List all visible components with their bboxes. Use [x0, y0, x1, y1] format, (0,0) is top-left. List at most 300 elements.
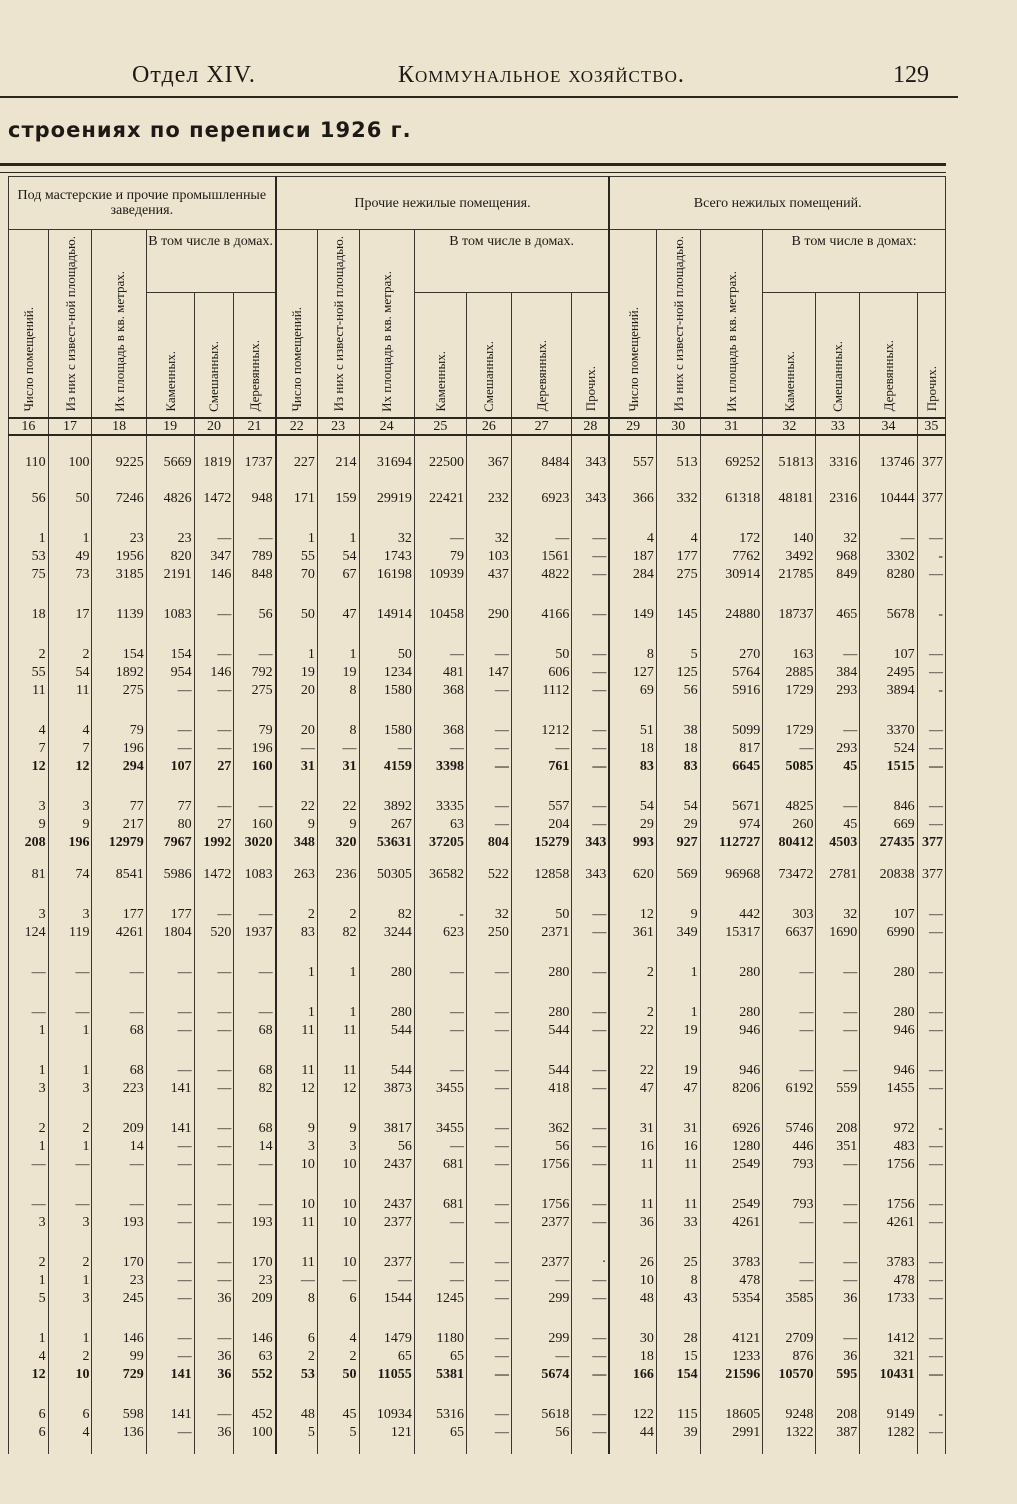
table-cell: 1737	[234, 454, 276, 472]
table-cell: 83	[276, 924, 318, 942]
table-cell: 1	[9, 1138, 49, 1156]
table-cell: 1245	[414, 1290, 466, 1308]
table-row	[9, 1348, 946, 1366]
table-cell: 876	[763, 1348, 816, 1366]
table-cell: 1	[276, 646, 318, 664]
table-cell: 146	[92, 1330, 146, 1348]
table-cell: 79	[414, 548, 466, 566]
table-cell: 27435	[860, 834, 917, 852]
table-cell: —	[466, 964, 511, 982]
table-cell: 793	[763, 1196, 816, 1214]
table-cell: —	[466, 1254, 511, 1272]
table-cell: —	[917, 664, 945, 682]
table-cell: 368	[414, 722, 466, 740]
table-cell: 377	[917, 834, 945, 852]
table-cell: —	[572, 798, 610, 816]
table-cell: 1	[9, 530, 49, 548]
table-cell: —	[234, 646, 276, 664]
table-cell: 513	[656, 454, 700, 472]
table-cell: —	[146, 740, 194, 758]
table-cell: 45	[816, 816, 860, 834]
spacer-row	[9, 982, 946, 1004]
table-cell: 196	[234, 740, 276, 758]
table-cell: 22421	[414, 490, 466, 508]
table-cell: —	[572, 1272, 610, 1290]
table-cell: 3	[9, 1080, 49, 1098]
table-cell: 377	[917, 866, 945, 884]
subgroup-header: В том числе в домах.	[414, 230, 609, 293]
table-cell: 792	[234, 664, 276, 682]
table-cell: —	[466, 1330, 511, 1348]
table-cell: 56	[359, 1138, 414, 1156]
table-cell: 9248	[763, 1406, 816, 1424]
column-number: 34	[860, 418, 917, 435]
table-cell: 79	[234, 722, 276, 740]
table-cell: —	[763, 1022, 816, 1040]
table-cell: —	[194, 606, 234, 624]
table-cell: 22	[317, 798, 359, 816]
table-cell: 217	[92, 816, 146, 834]
table-cell: —	[48, 1156, 92, 1174]
table-cell: 47	[609, 1080, 656, 1098]
table-cell: 946	[860, 1022, 917, 1040]
table-cell: 293	[816, 682, 860, 700]
table-cell: 4826	[146, 490, 194, 508]
table-cell: 478	[700, 1272, 763, 1290]
group-title-workshops: Под мастерские и прочие промышленные заведения.	[9, 177, 276, 230]
table-cell: 347	[194, 548, 234, 566]
table-cell: 263	[276, 866, 318, 884]
table-row	[9, 490, 946, 508]
table-cell: 6192	[763, 1080, 816, 1098]
table-cell: —	[917, 906, 945, 924]
table-cell: 948	[234, 490, 276, 508]
table-cell: 1479	[359, 1330, 414, 1348]
table-cell: 3	[48, 1214, 92, 1232]
table-cell: 1472	[194, 866, 234, 884]
table-cell: 9	[656, 906, 700, 924]
table-cell: —	[194, 906, 234, 924]
table-cell: —	[917, 1330, 945, 1348]
table-cell: 284	[609, 566, 656, 584]
table-cell: 946	[700, 1062, 763, 1080]
table-cell: —	[414, 740, 466, 758]
table-cell: 520	[194, 924, 234, 942]
table-cell: 1733	[860, 1290, 917, 1308]
table-cell: 1	[9, 1272, 49, 1290]
table-cell: 10	[317, 1196, 359, 1214]
table-cell: 10458	[414, 606, 466, 624]
table-cell: 1580	[359, 682, 414, 700]
table-cell: ·	[572, 1254, 610, 1272]
table-cell: 8484	[511, 454, 572, 472]
table-cell: —	[572, 816, 610, 834]
table-cell: —	[917, 1254, 945, 1272]
table-cell: 552	[234, 1366, 276, 1384]
table-cell: 69	[609, 682, 656, 700]
table-row	[9, 1004, 946, 1022]
table-cell: 3	[276, 1138, 318, 1156]
table-cell: 3894	[860, 682, 917, 700]
table-cell: 1	[48, 1138, 92, 1156]
table-cell: —	[234, 906, 276, 924]
table-cell: —	[466, 1290, 511, 1308]
table-cell: 1139	[92, 606, 146, 624]
table-cell: 3302	[860, 548, 917, 566]
table-cell: 4	[656, 530, 700, 548]
table-cell: —	[234, 798, 276, 816]
table-cell: 606	[511, 664, 572, 682]
table-cell: 1	[317, 646, 359, 664]
table-cell: 12	[276, 1080, 318, 1098]
spacer-row	[9, 435, 946, 454]
table-cell: 5	[9, 1290, 49, 1308]
table-cell: 20	[276, 682, 318, 700]
table-cell: 68	[234, 1062, 276, 1080]
table-cell: 10570	[763, 1366, 816, 1384]
table-cell: 19	[656, 1022, 700, 1040]
spacer-row	[9, 942, 946, 964]
table-cell: —	[194, 646, 234, 664]
table-cell: 61318	[700, 490, 763, 508]
table-cell: 1083	[146, 606, 194, 624]
table-cell: —	[234, 964, 276, 982]
table-cell: 1	[9, 1330, 49, 1348]
table-cell: 223	[92, 1080, 146, 1098]
table-cell: 10	[317, 1156, 359, 1174]
table-cell: 1	[48, 1272, 92, 1290]
table-cell: 2	[609, 964, 656, 982]
table-cell: 65	[414, 1348, 466, 1366]
table-cell: —	[572, 722, 610, 740]
table-cell: —	[763, 964, 816, 982]
table-cell: 10	[317, 1254, 359, 1272]
table-cell: 4	[9, 1348, 49, 1366]
table-cell: 50	[359, 646, 414, 664]
table-cell: 5746	[763, 1120, 816, 1138]
table-cell: —	[146, 1004, 194, 1022]
table-cell: 28	[656, 1330, 700, 1348]
table-cell: 208	[816, 1120, 860, 1138]
table-cell: 79	[92, 722, 146, 740]
table-cell: 18	[9, 606, 49, 624]
table-cell: —	[194, 530, 234, 548]
table-cell: 5678	[860, 606, 917, 624]
table-cell: —	[917, 816, 945, 834]
table-cell: —	[572, 566, 610, 584]
table-cell: 1937	[234, 924, 276, 942]
table-cell: —	[194, 1254, 234, 1272]
table-cell: 11	[656, 1196, 700, 1214]
table-cell: 846	[860, 798, 917, 816]
table-cell: 1561	[511, 548, 572, 566]
table-cell: 27	[194, 758, 234, 776]
table-cell: -	[917, 1406, 945, 1424]
table-cell: 48181	[763, 490, 816, 508]
table-cell: -	[917, 1120, 945, 1138]
table-cell: 9	[317, 1120, 359, 1138]
subgroup-header: В том числе в домах:	[763, 230, 946, 293]
table-cell: 1412	[860, 1330, 917, 1348]
table-cell: 1756	[511, 1156, 572, 1174]
table-cell: 21785	[763, 566, 816, 584]
table-cell: 11	[609, 1156, 656, 1174]
table-cell: 127	[609, 664, 656, 682]
table-cell: —	[816, 1004, 860, 1022]
table-cell: —	[466, 1156, 511, 1174]
table-cell: 82	[359, 906, 414, 924]
table-cell: 32	[466, 530, 511, 548]
table-row	[9, 1120, 946, 1138]
table-cell: —	[511, 1272, 572, 1290]
table-cell: 4822	[511, 566, 572, 584]
table-cell: 3455	[414, 1080, 466, 1098]
col-header: Число помещений.	[276, 230, 318, 419]
table-cell: 1233	[700, 1348, 763, 1366]
table-cell: 53631	[359, 834, 414, 852]
table-cell: 12	[48, 758, 92, 776]
table-cell: 36	[194, 1366, 234, 1384]
table-cell: 141	[146, 1366, 194, 1384]
spacer-row	[9, 1040, 946, 1062]
column-number: 30	[656, 418, 700, 435]
table-cell: 2	[276, 1348, 318, 1366]
table-cell: 23	[146, 530, 194, 548]
table-cell: —	[414, 964, 466, 982]
table-cell: 481	[414, 664, 466, 682]
table-cell: —	[194, 1004, 234, 1022]
table-cell: 20838	[860, 866, 917, 884]
table-cell: —	[572, 1330, 610, 1348]
table-cell: 1212	[511, 722, 572, 740]
table-cell: 275	[234, 682, 276, 700]
table-cell: 56	[656, 682, 700, 700]
table-cell: 3	[48, 1290, 92, 1308]
table-cell: —	[763, 1254, 816, 1272]
table-cell: —	[414, 1004, 466, 1022]
table-cell: —	[146, 1214, 194, 1232]
table-cell: 1	[48, 530, 92, 548]
table-cell: —	[572, 1138, 610, 1156]
table-cell: 595	[816, 1366, 860, 1384]
table-cell: 5316	[414, 1406, 466, 1424]
table-cell: 208	[816, 1406, 860, 1424]
table-cell: —	[194, 964, 234, 982]
table-cell: 25	[656, 1254, 700, 1272]
table-row	[9, 1290, 946, 1308]
table-cell: 12	[609, 906, 656, 924]
table-cell: 972	[860, 1120, 917, 1138]
table-cell: 2	[317, 906, 359, 924]
table-cell: 172	[700, 530, 763, 548]
table-cell: 1234	[359, 664, 414, 682]
table-cell: —	[92, 1196, 146, 1214]
table-cell: 2	[317, 1348, 359, 1366]
table-cell: 23	[92, 530, 146, 548]
table-cell: 343	[572, 454, 610, 472]
table-cell: 54	[609, 798, 656, 816]
table-cell: 9225	[92, 454, 146, 472]
table-cell: 557	[511, 798, 572, 816]
table-cell: 6637	[763, 924, 816, 942]
table-cell: —	[9, 1156, 49, 1174]
table-cell: —	[194, 740, 234, 758]
table-cell: 31	[317, 758, 359, 776]
table-row	[9, 1156, 946, 1174]
table-cell: 16	[656, 1138, 700, 1156]
table-cell: —	[917, 646, 945, 664]
table-row	[9, 1406, 946, 1424]
table-cell: 2371	[511, 924, 572, 942]
table-cell: 32	[816, 530, 860, 548]
statistics-table	[8, 176, 946, 1454]
table-cell: 193	[92, 1214, 146, 1232]
top-rule-thin	[0, 172, 946, 173]
table-cell: 36	[194, 1348, 234, 1366]
table-cell: —	[466, 740, 511, 758]
column-number: 17	[48, 418, 92, 435]
table-cell: 69252	[700, 454, 763, 472]
table-cell: 55	[276, 548, 318, 566]
table-cell: 1472	[194, 490, 234, 508]
table-cell: 12858	[511, 866, 572, 884]
table-cell: 387	[816, 1424, 860, 1442]
table-cell: 789	[234, 548, 276, 566]
table-cell: 5354	[700, 1290, 763, 1308]
column-number: 21	[234, 418, 276, 435]
table-row	[9, 1254, 946, 1272]
table-cell: 3316	[816, 454, 860, 472]
table-cell: 47	[317, 606, 359, 624]
table-cell: 107	[146, 758, 194, 776]
table-cell: 303	[763, 906, 816, 924]
table-cell: 793	[763, 1156, 816, 1174]
table-cell: 177	[146, 906, 194, 924]
table-cell: 54	[48, 664, 92, 682]
table-cell: 160	[234, 816, 276, 834]
table-cell: 19	[317, 664, 359, 682]
table-cell: 18605	[700, 1406, 763, 1424]
table-cell: 3185	[92, 566, 146, 584]
table-cell: 11	[276, 1062, 318, 1080]
table-cell: —	[194, 1022, 234, 1040]
table-cell: 2437	[359, 1196, 414, 1214]
table-cell: 3	[48, 1080, 92, 1098]
table-cell: —	[146, 1254, 194, 1272]
table-cell: 45	[317, 1406, 359, 1424]
table-cell: 1892	[92, 664, 146, 682]
table-cell: 1280	[700, 1138, 763, 1156]
table-cell: —	[466, 1138, 511, 1156]
table-cell: —	[917, 1156, 945, 1174]
table-cell: 2549	[700, 1156, 763, 1174]
table-cell: —	[466, 1406, 511, 1424]
table-cell: 31	[656, 1120, 700, 1138]
spacer-row	[9, 852, 946, 866]
table-cell: —	[276, 740, 318, 758]
table-cell: 121	[359, 1424, 414, 1442]
group-title-other: Прочие нежилые помещения.	[276, 177, 610, 230]
table-cell: —	[572, 1348, 610, 1366]
table-cell: 6	[276, 1330, 318, 1348]
table-cell: —	[816, 1214, 860, 1232]
table-cell: —	[194, 1214, 234, 1232]
table-cell: 1083	[234, 866, 276, 884]
table-cell: 6	[48, 1406, 92, 1424]
table-cell: —	[9, 1196, 49, 1214]
table-cell: 361	[609, 924, 656, 942]
table-title: строениях по переписи 1926 г.	[8, 118, 412, 142]
table-cell: -	[917, 606, 945, 624]
table-cell: —	[572, 646, 610, 664]
table-cell: 275	[92, 682, 146, 700]
table-cell: 73	[48, 566, 92, 584]
table-cell: 1729	[763, 722, 816, 740]
table-cell: 63	[414, 816, 466, 834]
table-cell: 290	[466, 606, 511, 624]
table-cell: 32	[466, 906, 511, 924]
table-row	[9, 646, 946, 664]
table-row	[9, 1022, 946, 1040]
table-cell: 112727	[700, 834, 763, 852]
table-cell: 19	[276, 664, 318, 682]
table-cell: 56	[511, 1138, 572, 1156]
table-cell: 10	[609, 1272, 656, 1290]
table-cell: 15279	[511, 834, 572, 852]
table-cell: 7246	[92, 490, 146, 508]
table-cell: —	[146, 1156, 194, 1174]
table-cell: 29919	[359, 490, 414, 508]
table-cell: 3020	[234, 834, 276, 852]
table-cell: 1	[656, 964, 700, 982]
table-cell: —	[194, 1330, 234, 1348]
table-cell: 53	[9, 548, 49, 566]
table-cell: 6	[317, 1290, 359, 1308]
table-cell: 11	[656, 1156, 700, 1174]
table-cell: 1544	[359, 1290, 414, 1308]
table-cell: 465	[816, 606, 860, 624]
table-cell: 280	[511, 964, 572, 982]
table-cell: —	[146, 682, 194, 700]
table-cell: 3	[317, 1138, 359, 1156]
table-cell: 68	[234, 1120, 276, 1138]
table-cell: 9	[48, 816, 92, 834]
spacer-row	[9, 884, 946, 906]
table-cell: 96968	[700, 866, 763, 884]
table-cell: 4159	[359, 758, 414, 776]
col-header: Прочих.	[917, 292, 945, 418]
table-cell: 204	[511, 816, 572, 834]
table-cell: 522	[466, 866, 511, 884]
table-cell: 196	[48, 834, 92, 852]
table-cell: 82	[317, 924, 359, 942]
column-number: 23	[317, 418, 359, 435]
table-cell: 6645	[700, 758, 763, 776]
table-cell: 107	[860, 906, 917, 924]
table-cell: 6990	[860, 924, 917, 942]
table-cell: 7967	[146, 834, 194, 852]
table-cell: 3398	[414, 758, 466, 776]
table-cell: —	[572, 1406, 610, 1424]
table-cell: —	[146, 1424, 194, 1442]
table-cell: 524	[860, 740, 917, 758]
table-cell: —	[572, 606, 610, 624]
col-header: Число помещений.	[609, 230, 656, 419]
table-cell: 124	[9, 924, 49, 942]
spacer-row	[9, 700, 946, 722]
table-cell: —	[194, 1406, 234, 1424]
table-cell: 1282	[860, 1424, 917, 1442]
